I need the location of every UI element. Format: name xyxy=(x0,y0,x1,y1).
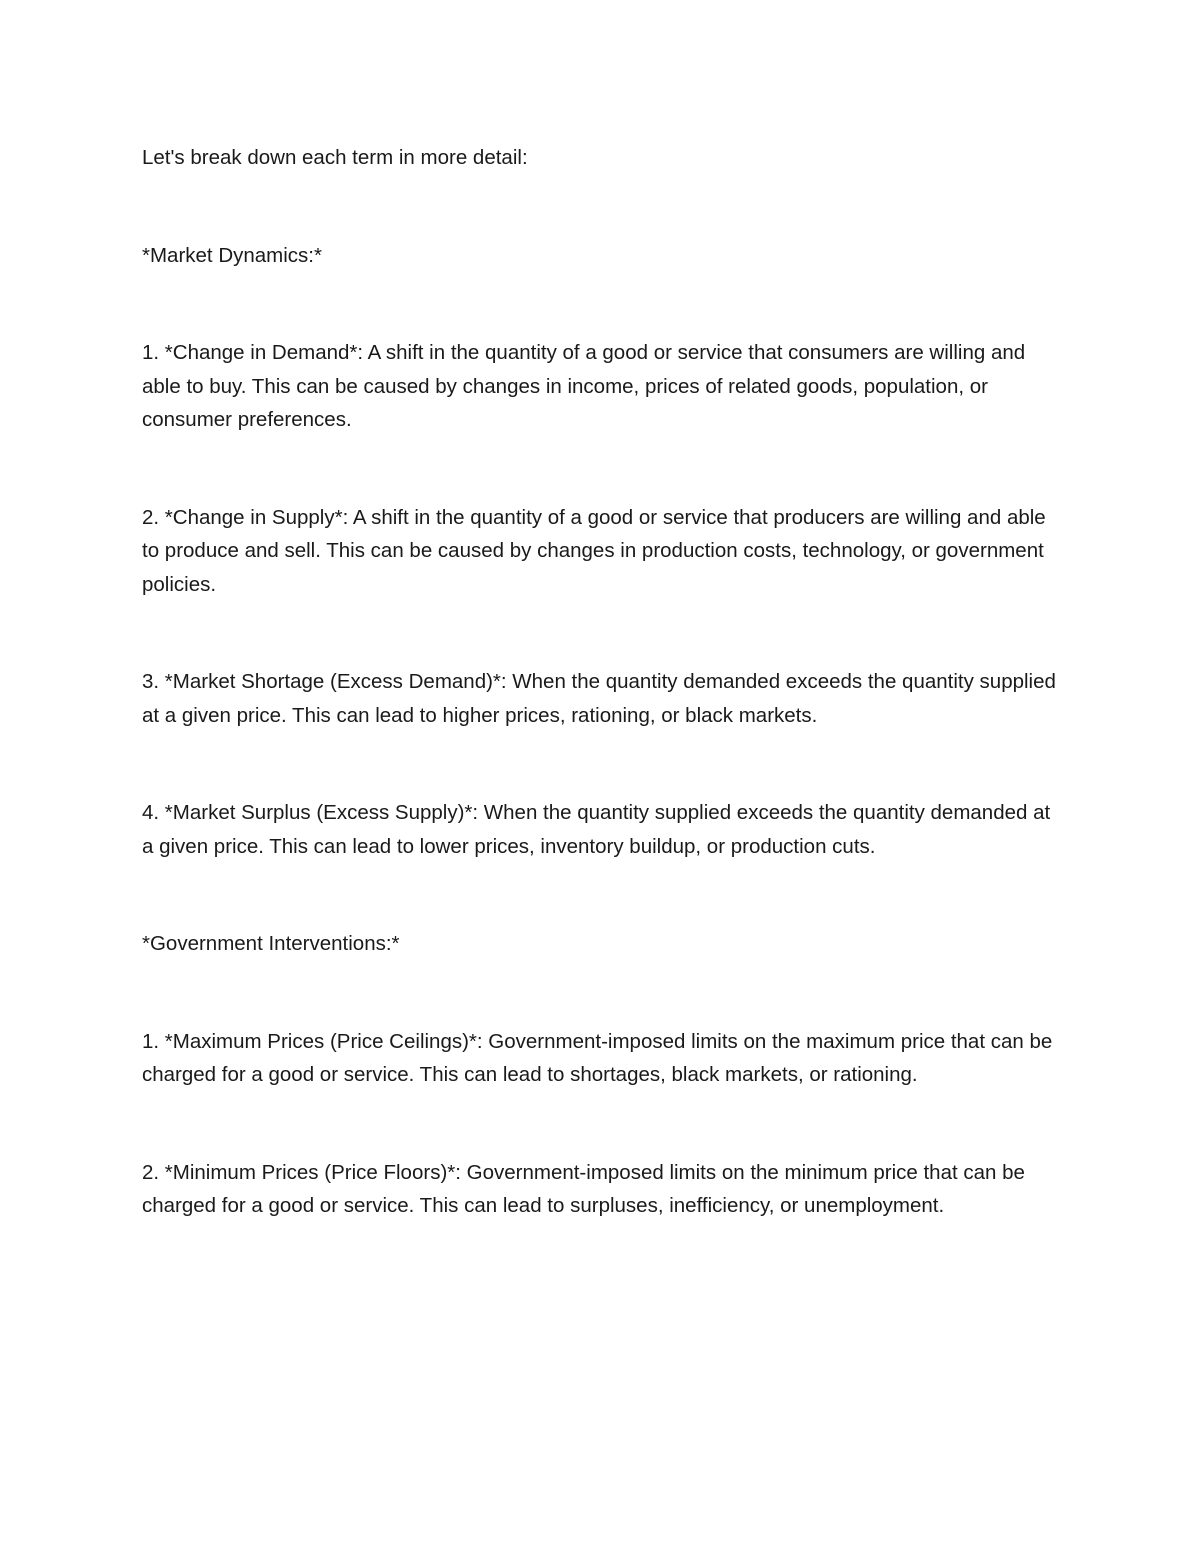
list-item-market-shortage: 3. *Market Shortage (Excess Demand)*: When the quantity demanded exceeds the quantity supplied at a given price. This can lead to higher prices, rationing, or black markets. xyxy=(142,670,1056,727)
list-item-market-surplus: 4. *Market Surplus (Excess Supply)*: When the quantity supplied exceeds the quantity demanded at a given price. This can lead to lower prices, inventory buildup, or production cuts. xyxy=(142,801,1051,858)
intro-paragraph: Let's break down each term in more detail: xyxy=(142,146,528,169)
list-item-maximum-prices: 1. *Maximum Prices (Price Ceilings)*: Government-imposed limits on the maximum price that can be charged for a good or service. This can lead to shortages, black markets, or rationing. xyxy=(142,1029,1053,1086)
list-item-change-in-supply: 2. *Change in Supply*: A shift in the quantity of a good or service that producers are willing and able to produce and sell. This can be caused by changes in production costs, technology, or government policies. xyxy=(142,505,1046,596)
list-item-minimum-prices: 2. *Minimum Prices (Price Floors)*: Government-imposed limits on the minimum price that can be charged for a good or service. This can lead to surpluses, inefficiency, or unemployment. xyxy=(142,1160,1025,1217)
document-body xyxy=(142,141,1067,1287)
list-item-change-in-demand: 1. *Change in Demand*: A shift in the quantity of a good or service that consumers are willing and able to buy. This can be caused by changes in income, prices of related goods, population, or consumer preferences. xyxy=(142,341,1026,431)
section-heading-market-dynamics: *Market Dynamics:* xyxy=(142,243,322,267)
section-heading-government-interventions: *Government Interventions:* xyxy=(142,932,400,955)
